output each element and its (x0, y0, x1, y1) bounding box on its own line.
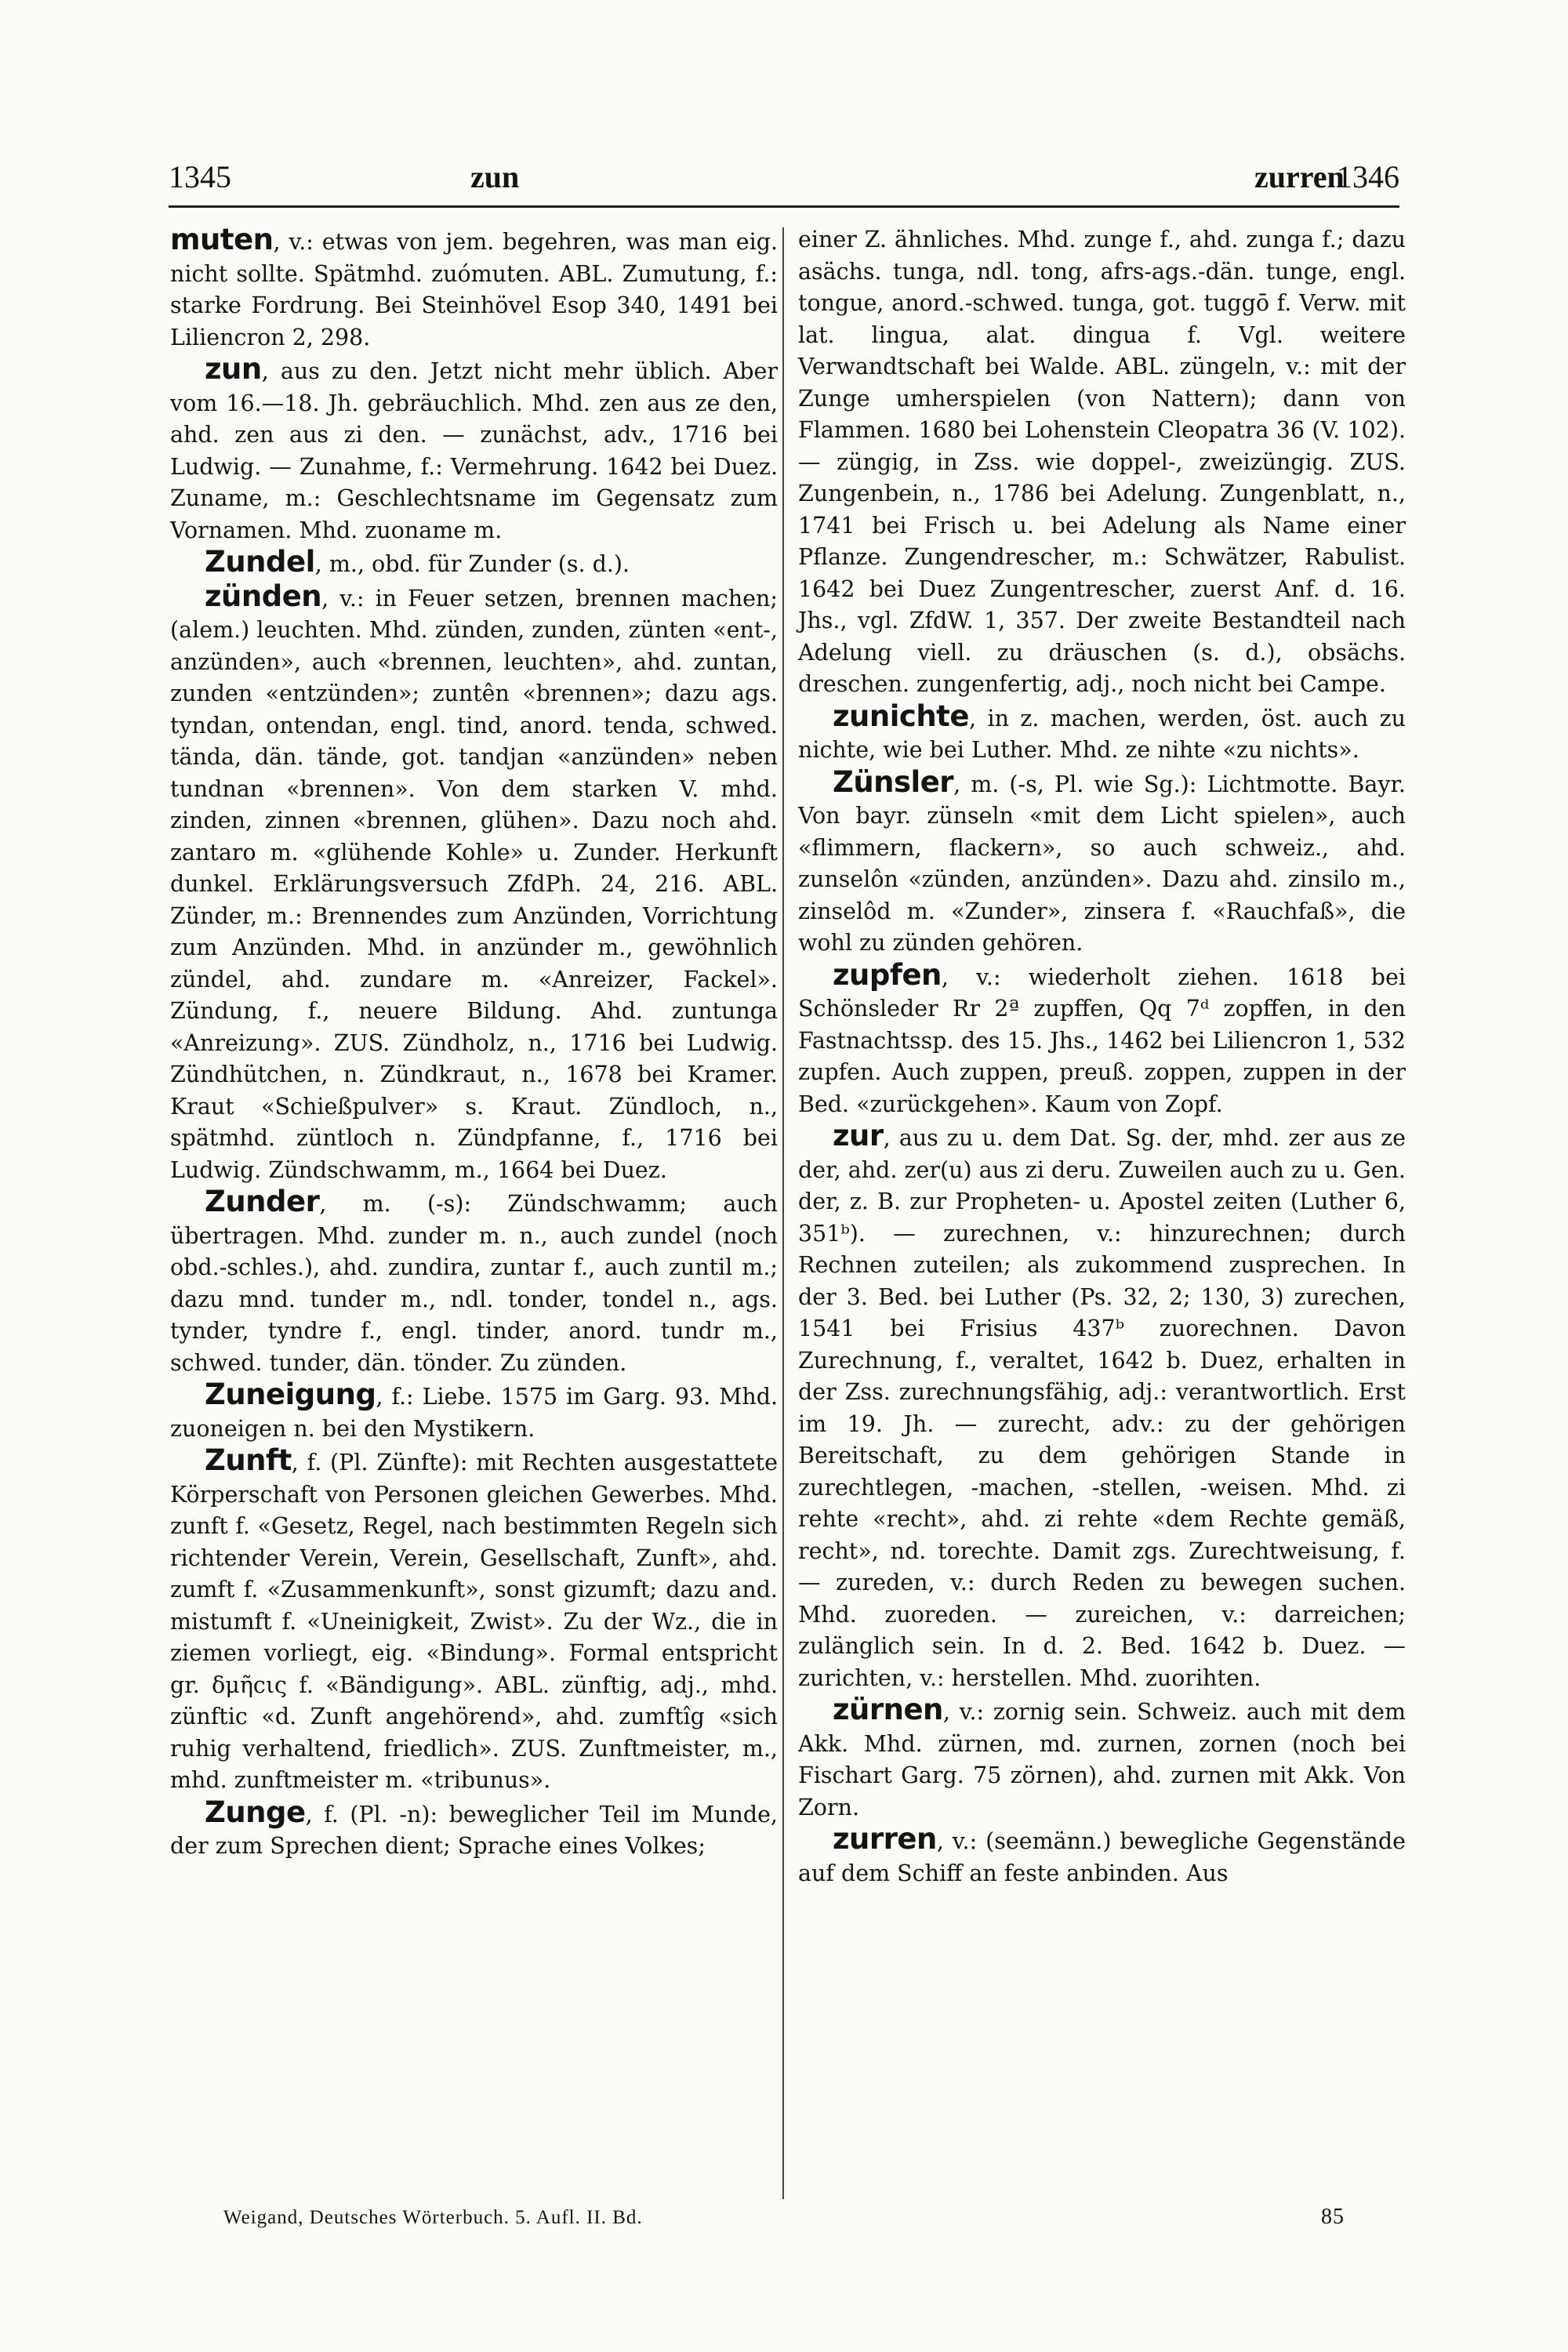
left-column (170, 224, 778, 1863)
entry-headword: zur (833, 1119, 884, 1152)
entry-body: einer Z. ähnliches. Mhd. zunge f., ahd. zunga f.; dazu asächs. tunga, ndl. tong, afrs-ags.-dän. tunge, engl. tongue, anord.-schwed. tunga, got. tuggō f. Verw. mit lat. lingua, alat. dingua f. Vgl. weitere Verwandtschaft bei Walde. ABL. züngeln, v.: mit der Zunge umherspielen (von Nattern); dann von Flammen. 1680 bei Lohenstein Cleopatra 36 (V. 102). — züngig, in Zss. wie doppel-, zweizüngig. ZUS. Zungenbein, n., 1786 bei Adelung. Zungenblatt, n., 1741 bei Frisch u. bei Adelung als Name einer Pflanze. Zungendrescher, m.: Schwätzer, Rabulist. 1642 bei Duez Zungentrescher, zuerst Anf. d. 16. Jhs., vgl. ZfdW. 1, 357. Der zweite Bestandteil nach Adelung viell. zu dräuschen (s. d.), obsächs. dreschen. zungenfertig, adj., noch nicht bei Campe. (798, 227, 1406, 697)
entry-headword: zürnen (833, 1693, 943, 1726)
dictionary-entry (798, 1120, 1406, 1694)
entry-headword: zupfen (833, 957, 942, 992)
dictionary-entry (170, 1379, 778, 1445)
entry-body: , v.: (seemänn.) bewegliche Gegenstände auf dem Schiff an feste anbinden. Aus (798, 1828, 1406, 1886)
page-footer (223, 2207, 1345, 2238)
entry-headword: Zunge (205, 1795, 306, 1829)
entry-headword: Zünsler (833, 764, 954, 799)
entry-body: , m. (-s, Pl. wie Sg.): Lichtmotte. Bayr. Von bayr. zünseln «mit dem Licht spielen», auch «flimmern, flackern», so auch schweiz., ahd. zunselôn «zünden, anzünden». Dazu ahd. zinsilo m., zinselôd m. «Zunder», zinsera f. «Rauchfaß», die wohl zu zünden gehören. (798, 771, 1406, 956)
entry-body: , v.: zornig sein. Schweiz. auch mit dem Akk. Mhd. zürnen, md. zurnen, zornen (noch bei Fischart Garg. 75 zörnen), ahd. zurnen mit Akk. Von Zorn. (798, 1699, 1406, 1820)
entry-headword: zun (205, 352, 262, 386)
page-number-right: 1346 (1337, 159, 1399, 194)
dictionary-entry (798, 701, 1406, 767)
entry-headword: muten (170, 223, 274, 256)
dictionary-entry (170, 224, 778, 354)
entry-body: , f.: Liebe. 1575 im Garg. 93. Mhd. zuoneigen n. bei den Mystikern. (170, 1384, 778, 1442)
entry-headword: Zunft (205, 1443, 292, 1477)
entry-headword: zurren (833, 1822, 937, 1856)
dictionary-entry (170, 546, 778, 581)
page-number-left: 1345 (169, 159, 231, 194)
entry-body: , in z. machen, werden, öst. auch zu nichte, wie bei Luther. Mhd. ze nihte «zu nichts». (798, 705, 1406, 763)
entry-headword: zunichte (833, 699, 969, 733)
signature-mark: 85 (1321, 2205, 1345, 2229)
dictionary-entry (170, 1445, 778, 1797)
dictionary-entry (798, 224, 1406, 701)
entry-body: , f. (Pl. -n): beweglicher Teil im Munde, der zum Sprechen dient; Sprache eines Volkes; (170, 1801, 778, 1859)
entry-body: , f. (Pl. Zünfte): mit Rechten ausgestattete Körperschaft von Personen gleichen Gewerbes. Mhd. zunft f. «Gesetz, Regel, nach bestimmten Regeln sich richtender Verein, Verein, Gesellschaft, Zunft», ahd. zumft f. «Zusammenkunft», sonst gizumft; dazu and. mistumft f. «Uneinigkeit, Zwist». Zu der Wz., die in ziemen vorliegt, eig. «Bindung». Formal entspricht gr. δμῆcις f. «Bändigung». ABL. zünftig, adj., mhd. zünftic «d. Zunft angehörend», ahd. zumftîg «sich ruhig verhaltend, friedlich». ZUS. Zunftmeister, m., mhd. zunftmeister m. «tribunus». (170, 1450, 778, 1793)
entry-body: , m. (-s): Zündschwamm; auch übertragen. Mhd. zunder m. n., auch zundel (noch obd.-schles.), ahd. zundira, zuntar f., auch zuntil m.; dazu mnd. tunder m., ndl. tonder, tondel n., ags. tynder, tyndre f., engl. tinder, anord. tundr m., schwed. tunder, dän. tönder. Zu zünden. (170, 1191, 778, 1376)
dictionary-entry (170, 354, 778, 546)
dictionary-entry (170, 581, 778, 1187)
dictionary-entry (170, 1186, 778, 1379)
dictionary-entry (798, 1694, 1406, 1824)
dictionary-entry (798, 764, 1406, 960)
running-header (169, 151, 1399, 208)
entry-body: , aus zu u. dem Dat. Sg. der, mhd. zer aus ze der, ahd. zer(u) aus zi deru. Zuweilen auch zu u. Gen. der, z. B. zur Propheten- u. Apostel zeiten (Luther 6, 351ᵇ). — zurechnen, v.: hinzurechnen; durch Rechnen zuteilen; als zukommend zusprechen. In der 3. Bed. bei Luther (Ps. 32, 2; 130, 3) zurechen, 1541 bei Frisius 437ᵇ zuorechnen. Davon Zurechnung, f., veraltet, 1642 b. Duez, erhalten in der Zss. zurechnungsfähig, adj.: verantwortlich. Erst im 19. Jh. — zurecht, adv.: zu der gehörigen Bereitschaft, zu dem gehörigen Stande in zurechtlegen, -machen, -stellen, -weisen. Mhd. zi rehte «recht», ahd. zi rehte «dem Rechte gemäß, recht», nd. torechte. Damit zgs. Zurechtweisung, f. — zureden, v.: durch Reden zu bewegen suchen. Mhd. zuoreden. — zureichen, v.: darreichen; zulänglich sein. In d. 2. Bed. 1642 b. Duez. — zurichten, v.: herstellen. Mhd. zuorihten. (798, 1125, 1406, 1691)
entry-body: , v.: etwas von jem. begehren, was man eig. nicht sollte. Spätmhd. zuómuten. ABL. Zumutung, f.: starke Fordrung. Bei Steinhövel Esop 340, 1491 bei Liliencron 2, 298. (170, 229, 778, 350)
entry-headword: zünden (205, 579, 322, 613)
dictionary-entry (170, 1797, 778, 1863)
entry-body: , m., obd. für Zunder (s. d.). (314, 551, 630, 577)
entry-body: , v.: wiederholt ziehen. 1618 bei Schönsleder Rr 2ª zupffen, Qq 7ᵈ zopffen, in den Fastnachtssp. des 15. Jhs., 1462 bei Liliencron 1, 532 zupfen. Auch zuppen, preuß. zoppen, zuppen in der Bed. «zurückgehen». Kaum von Zopf. (798, 964, 1406, 1117)
entry-headword: Zuneigung (205, 1377, 376, 1411)
right-column (798, 224, 1406, 1889)
entry-headword: Zunder (205, 1185, 320, 1218)
entry-headword: Zundel (205, 545, 315, 579)
guide-word-left: zun (470, 159, 520, 194)
entry-body: , aus zu den. Jetzt nicht mehr üblich. Aber vom 16.—18. Jh. gebräuchlich. Mhd. zen aus ze den, ahd. zen aus zi den. — zunächst, adv., 1716 bei Ludwig. — Zunahme, f.: Vermehrung. 1642 bei Duez. Zuname, m.: Geschlechtsname im Gegensatz zum Vornamen. Mhd. zuoname m. (170, 358, 778, 543)
column-divider (782, 227, 784, 2199)
dictionary-entry (798, 1824, 1406, 1889)
entry-body: , v.: in Feuer setzen, brennen machen; (alem.) leuchten. Mhd. zünden, zunden, zünten «ent-, anzünden», auch «brennen, leuchten», ahd. zuntan, zunden «entzünden»; zuntên «brennen»; dazu ags. tyndan, ontendan, engl. tind, anord. tenda, schwed. tända, dän. tände, got. tandjan «anzünden» neben tundnan «brennen». Von dem starken V. mhd. zinden, zinnen «brennen, glühen». Dazu noch ahd. zantaro m. «glühende Kohle» u. Zunder. Herkunft dunkel. Erklärungsversuch ZfdPh. 24, 216. ABL. Zünder, m.: Brennendes zum Anzünden, Vorrichtung zum Anzünden. Mhd. in anzünder m., gewöhnlich zündel, ahd. zundare m. «Anreizer, Fackel». Zündung, f., neuere Bildung. Ahd. zuntunga «Anreizung». ZUS. Zündholz, n., 1716 bei Ludwig. Zündhütchen, n. Zündkraut, n., 1678 bei Kramer. Kraut «Schießpulver» s. Kraut. Zündloch, n., spätmhd. züntloch n. Zündpfanne, f., 1716 bei Ludwig. Zündschwamm, m., 1664 bei Duez. (170, 585, 778, 1183)
guide-word-right: zurren (1254, 159, 1345, 194)
dictionary-entry (798, 957, 1406, 1121)
source-line: Weigand, Deutsches Wörterbuch. 5. Aufl. II. Bd. (223, 2207, 643, 2228)
